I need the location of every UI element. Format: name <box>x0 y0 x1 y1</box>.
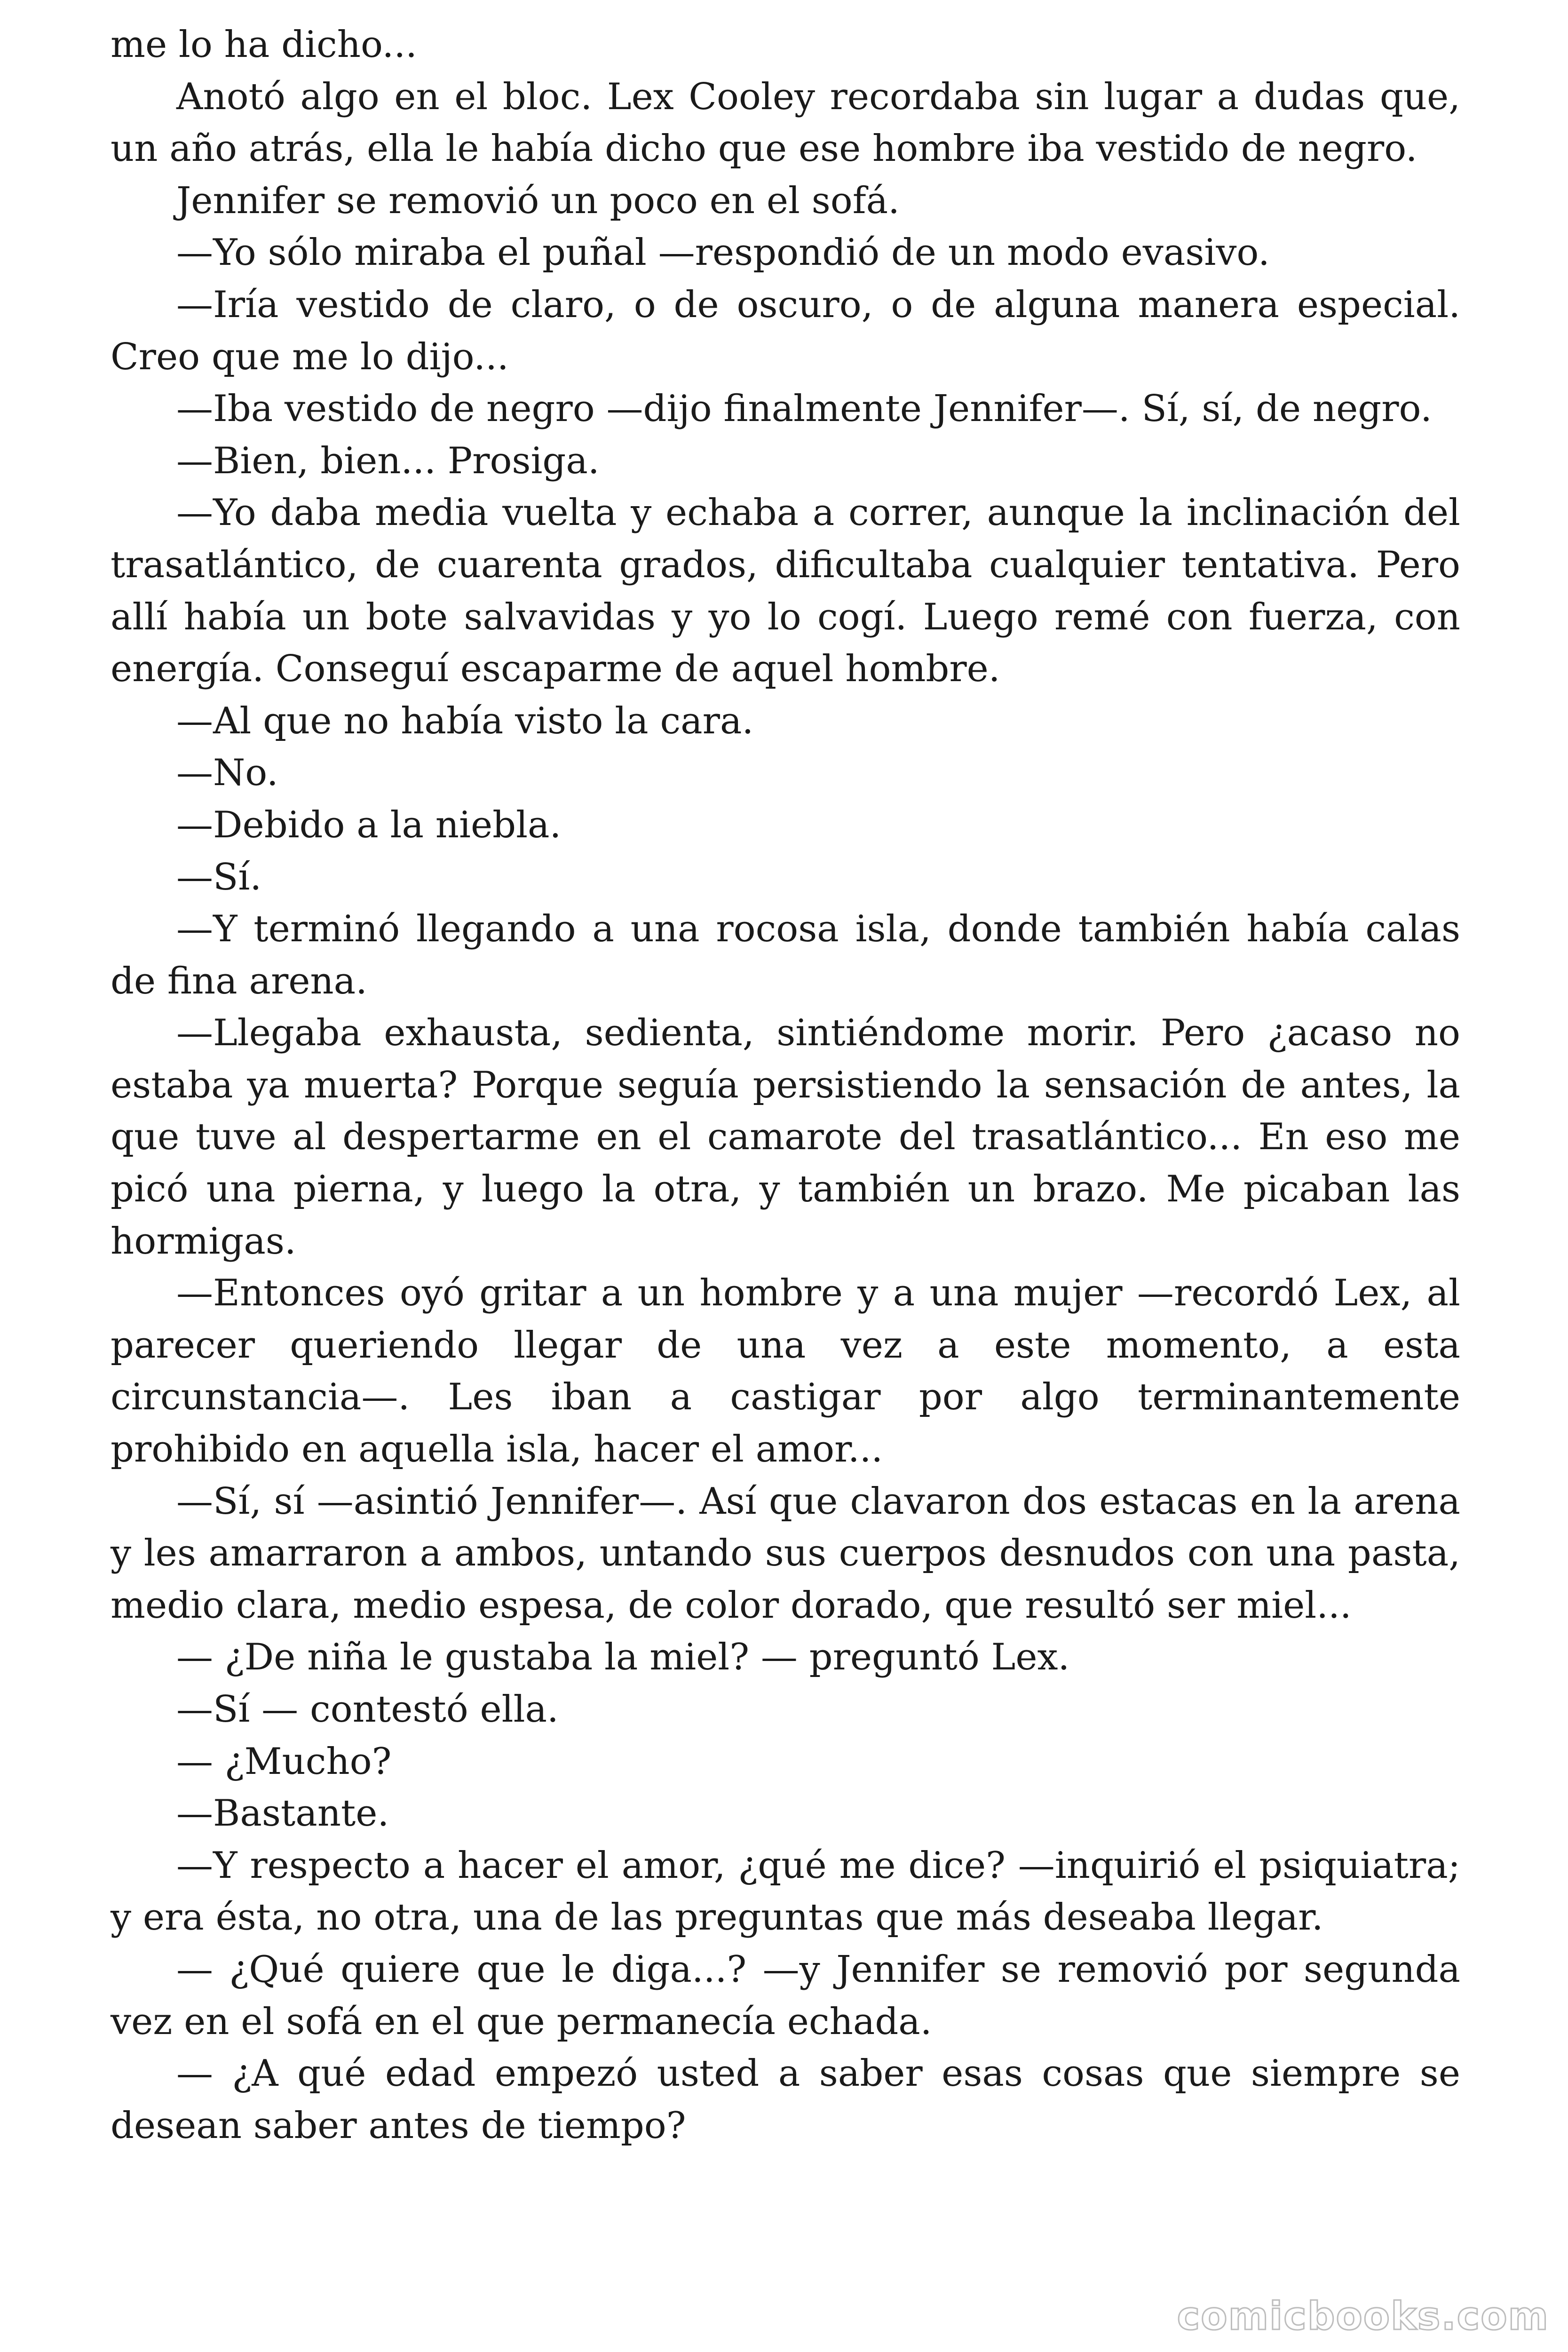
page-text <box>111 19 1460 2152</box>
paragraph: — ¿Mucho? <box>176 1740 392 1783</box>
paragraph: —Sí. <box>176 856 262 898</box>
paragraph: —Iría vestido de claro, o de oscuro, o de alguna manera especial. Creo que me lo dijo... <box>111 283 1460 378</box>
paragraph: —Y respecto a hacer el amor, ¿qué me dice? —inquirió el psiquiatra; y era ésta, no otra, una de las preguntas que más deseaba llegar. <box>111 1844 1460 1939</box>
paragraph: —Debido a la niebla. <box>176 803 562 846</box>
paragraph: — ¿A qué edad empezó usted a saber esas cosas que siempre se desean saber antes de tiempo? <box>111 2052 1460 2147</box>
paragraph: —Bien, bien... Prosiga. <box>176 439 600 482</box>
paragraph: —Y terminó llegando a una rocosa isla, donde también había calas de fina arena. <box>111 908 1460 1002</box>
paragraph: —Sí — contestó ella. <box>176 1688 559 1731</box>
paragraph: me lo ha dicho... <box>111 24 417 66</box>
paragraph: —Al que no había visto la cara. <box>176 699 754 742</box>
paragraph: — ¿Qué quiere que le diga...? —y Jennifer se removió por segunda vez en el sofá en el que permanecía echada. <box>111 1948 1460 2043</box>
paragraph: —Entonces oyó gritar a un hombre y a una mujer —recordó Lex, al parecer queriendo llegar de una vez a este momento, a esta circunstancia—. Les iban a castigar por algo terminantemente prohibido en aquella isla, hacer el amor... <box>111 1272 1460 1471</box>
watermark: comicbooks.com <box>1177 2294 1549 2339</box>
paragraph: Jennifer se removió un poco en el sofá. <box>176 179 900 222</box>
paragraph: — ¿De niña le gustaba la miel? — preguntó Lex. <box>176 1636 1070 1679</box>
paragraph: —Iba vestido de negro —dijo finalmente Jennifer—. Sí, sí, de negro. <box>176 388 1432 430</box>
paragraph: —No. <box>176 752 278 795</box>
paragraph: —Bastante. <box>176 1792 389 1835</box>
paragraph: —Yo daba media vuelta y echaba a correr, aunque la inclinación del trasatlántico, de cuarenta grados, dificultaba cualquier tentativa. Pero allí había un bote salvavidas y yo lo cogí. Luego remé con fuerza, con energía. Conseguí escaparme de aquel hombre. <box>111 492 1460 691</box>
paragraph: —Sí, sí —asintió Jennifer—. Así que clavaron dos estacas en la arena y les amarraron a ambos, untando sus cuerpos desnudos con una pasta, medio clara, medio espesa, de color dorado, que resultó ser miel... <box>111 1480 1460 1627</box>
paragraph: Anotó algo en el bloc. Lex Cooley recordaba sin lugar a dudas que, un año atrás, ella le había dicho que ese hombre iba vestido de negro. <box>111 75 1460 170</box>
paragraph: —Yo sólo miraba el puñal —respondió de un modo evasivo. <box>176 231 1270 274</box>
paragraph: —Llegaba exhausta, sedienta, sintiéndome morir. Pero ¿acaso no estaba ya muerta? Porque seguía persistiendo la sensación de antes, la que tuve al despertarme en el camarote del trasatlántico... En eso me picó una pierna, y luego la otra, y también un brazo. Me picaban las hormigas. <box>111 1012 1460 1263</box>
